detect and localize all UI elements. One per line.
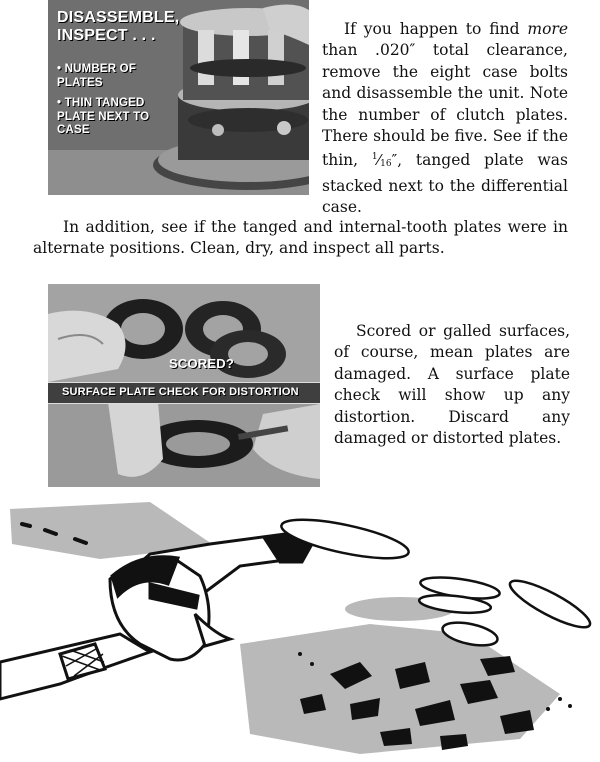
caption-bullet-thin-tanged-plate: • THIN TANGED PLATE NEXT TO CASE bbox=[57, 97, 150, 136]
cartoon-mechanic-illustration bbox=[0, 484, 600, 762]
differential-photo bbox=[48, 0, 309, 195]
fraction-denominator: 16 bbox=[380, 159, 392, 170]
paragraph-damaged-plates: Scored or galled surfaces, of course, mean plates are damaged. A surface plate check will show up any distortion. Discard any damaged or distorted plates. bbox=[334, 322, 570, 448]
paragraph-inspect-parts: In addition, see if the tanged and internal-tooth plates were in alternate positions. Clean, dry, and inspect all parts. bbox=[33, 218, 568, 258]
fraction-numerator: 1 bbox=[371, 152, 378, 163]
paragraph-clearance-italic: more bbox=[527, 20, 568, 38]
flying-plates bbox=[279, 512, 595, 650]
paragraph-clearance-text-b: than .020″ total clearance, remove the eight case bolts and disassemble the unit. Note the number of clutch plates. There should be five. See if the thin, bbox=[322, 41, 568, 170]
plates-inspection-photo bbox=[48, 284, 320, 487]
photo-caption-scored: SCORED? bbox=[169, 356, 234, 371]
photo-caption-surface-plate: SURFACE PLATE CHECK FOR DISTORTION bbox=[62, 386, 299, 398]
caption-bullet-number-of-plates: • NUMBER OF PLATES bbox=[57, 63, 137, 89]
fraction-one-sixteenth: $^1⁄_{16}''$, bbox=[371, 151, 402, 170]
fraction-unit: ″, bbox=[391, 151, 402, 170]
paragraph-clearance bbox=[322, 19, 568, 219]
paragraph-clearance-text-c: tanged plate was stacked next to the differential case. bbox=[322, 151, 568, 217]
paragraph-clearance-text-a: If you happen to find bbox=[344, 20, 528, 38]
photo-caption-title: DISASSEMBLE, INSPECT . . . bbox=[57, 9, 180, 44]
photo-caption-bullets bbox=[57, 63, 169, 145]
